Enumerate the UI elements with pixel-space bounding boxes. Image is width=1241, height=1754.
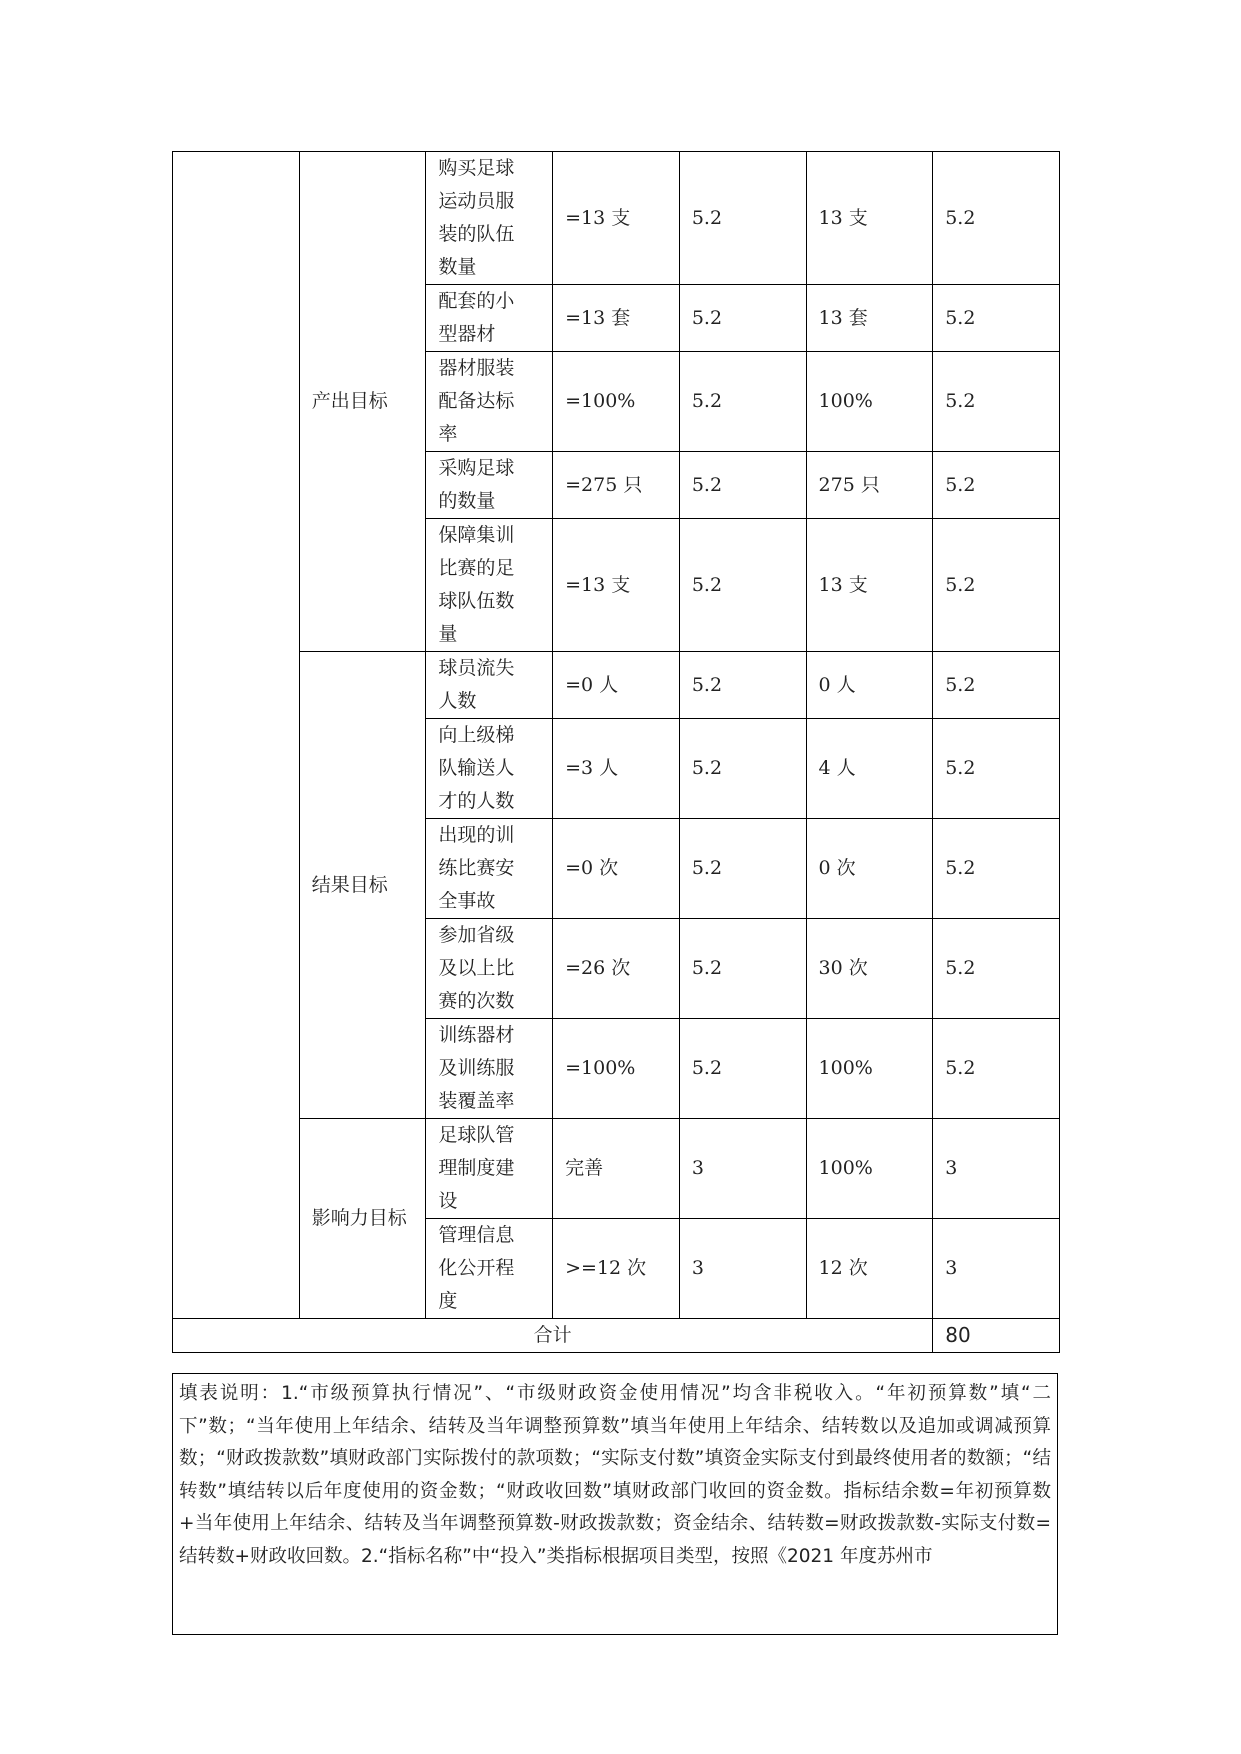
category-cell: 结果目标: [299, 652, 426, 1119]
indicator-name: 出现的训 练比赛安 全事故: [426, 819, 553, 919]
indicator-name: 购买足球 运动员服 装的队伍 数量: [426, 152, 553, 285]
score-value: 3: [933, 1119, 1060, 1219]
score-value: 5.2: [933, 285, 1060, 352]
primary-category-cell: [173, 152, 300, 1319]
target-value: >=12 次: [553, 1219, 680, 1319]
target-value: =0 人: [553, 652, 680, 719]
actual-value: 100%: [806, 1119, 933, 1219]
score-value: 5.2: [933, 919, 1060, 1019]
actual-value: 4 人: [806, 719, 933, 819]
target-value: =100%: [553, 1019, 680, 1119]
actual-value: 13 支: [806, 519, 933, 652]
category-cell: 影响力目标: [299, 1119, 426, 1319]
target-value: =0 次: [553, 819, 680, 919]
table-body: [173, 152, 1060, 1353]
target-value: =275 只: [553, 452, 680, 519]
weight-value: 5.2: [679, 452, 806, 519]
score-value: 5.2: [933, 819, 1060, 919]
weight-value: 3: [679, 1119, 806, 1219]
target-value: =26 次: [553, 919, 680, 1019]
weight-value: 5.2: [679, 719, 806, 819]
weight-value: 5.2: [679, 285, 806, 352]
weight-value: 5.2: [679, 819, 806, 919]
indicator-name: 参加省级 及以上比 赛的次数: [426, 919, 553, 1019]
indicator-name: 向上级梯 队输送人 才的人数: [426, 719, 553, 819]
indicator-name: 采购足球 的数量: [426, 452, 553, 519]
score-value: 5.2: [933, 1019, 1060, 1119]
total-value: 80: [933, 1319, 1060, 1353]
score-value: 5.2: [933, 352, 1060, 452]
actual-value: 13 支: [806, 152, 933, 285]
target-value: =13 套: [553, 285, 680, 352]
category-cell: 产出目标: [299, 152, 426, 652]
score-value: 5.2: [933, 152, 1060, 285]
weight-value: 5.2: [679, 352, 806, 452]
score-value: 5.2: [933, 652, 1060, 719]
fill-instructions-text: 填表说明：1.“市级预算执行情况”、“市级财政资金使用情况”均含非税收入。“年初预算数”填“二下”数；“当年使用上年结余、结转及当年调整预算数”填当年使用上年结余、结转数以及追加或调减预算数；“财政拨款数”填财政部门实际拨付的款项数；“实际支付数”填资金实际支付到最终使用者的数额；“结转数”填结转以后年度使用的资金数；“财政收回数”填财政部门收回的资金数。指标结余数=年初预算数+当年使用上年结余、结转及当年调整预算数-财政拨款数；资金结余、结转数=财政拨款数-实际支付数=结转数+财政收回数。2.“指标名称”中“投入”类指标根据项目类型，按照《2021 年度苏州市: [179, 1383, 1051, 1567]
actual-value: 12 次: [806, 1219, 933, 1319]
score-value: 5.2: [933, 719, 1060, 819]
weight-value: 5.2: [679, 919, 806, 1019]
weight-value: 5.2: [679, 652, 806, 719]
target-value: =13 支: [553, 152, 680, 285]
score-value: 3: [933, 1219, 1060, 1319]
weight-value: 5.2: [679, 1019, 806, 1119]
target-value: =3 人: [553, 719, 680, 819]
target-value: =13 支: [553, 519, 680, 652]
table-row: [173, 652, 1060, 719]
table-row: [173, 152, 1060, 285]
indicator-name: 训练器材 及训练服 装覆盖率: [426, 1019, 553, 1119]
total-row: [173, 1319, 1060, 1353]
actual-value: 13 套: [806, 285, 933, 352]
weight-value: 5.2: [679, 519, 806, 652]
indicator-name: 足球队管 理制度建 设: [426, 1119, 553, 1219]
actual-value: 30 次: [806, 919, 933, 1019]
actual-value: 0 人: [806, 652, 933, 719]
actual-value: 0 次: [806, 819, 933, 919]
target-value: =100%: [553, 352, 680, 452]
indicator-name: 保障集训 比赛的足 球队伍数 量: [426, 519, 553, 652]
weight-value: 3: [679, 1219, 806, 1319]
table-row: [173, 1119, 1060, 1219]
score-value: 5.2: [933, 519, 1060, 652]
score-value: 5.2: [933, 452, 1060, 519]
indicator-name: 管理信息 化公开程 度: [426, 1219, 553, 1319]
indicator-name: 球员流失 人数: [426, 652, 553, 719]
actual-value: 100%: [806, 1019, 933, 1119]
target-value: 完善: [553, 1119, 680, 1219]
actual-value: 100%: [806, 352, 933, 452]
indicator-name: 器材服装 配备达标 率: [426, 352, 553, 452]
performance-indicator-table: [172, 151, 1060, 1353]
weight-value: 5.2: [679, 152, 806, 285]
actual-value: 275 只: [806, 452, 933, 519]
fill-instructions: [172, 1373, 1058, 1635]
total-label: 合计: [173, 1319, 933, 1353]
indicator-name: 配套的小 型器材: [426, 285, 553, 352]
